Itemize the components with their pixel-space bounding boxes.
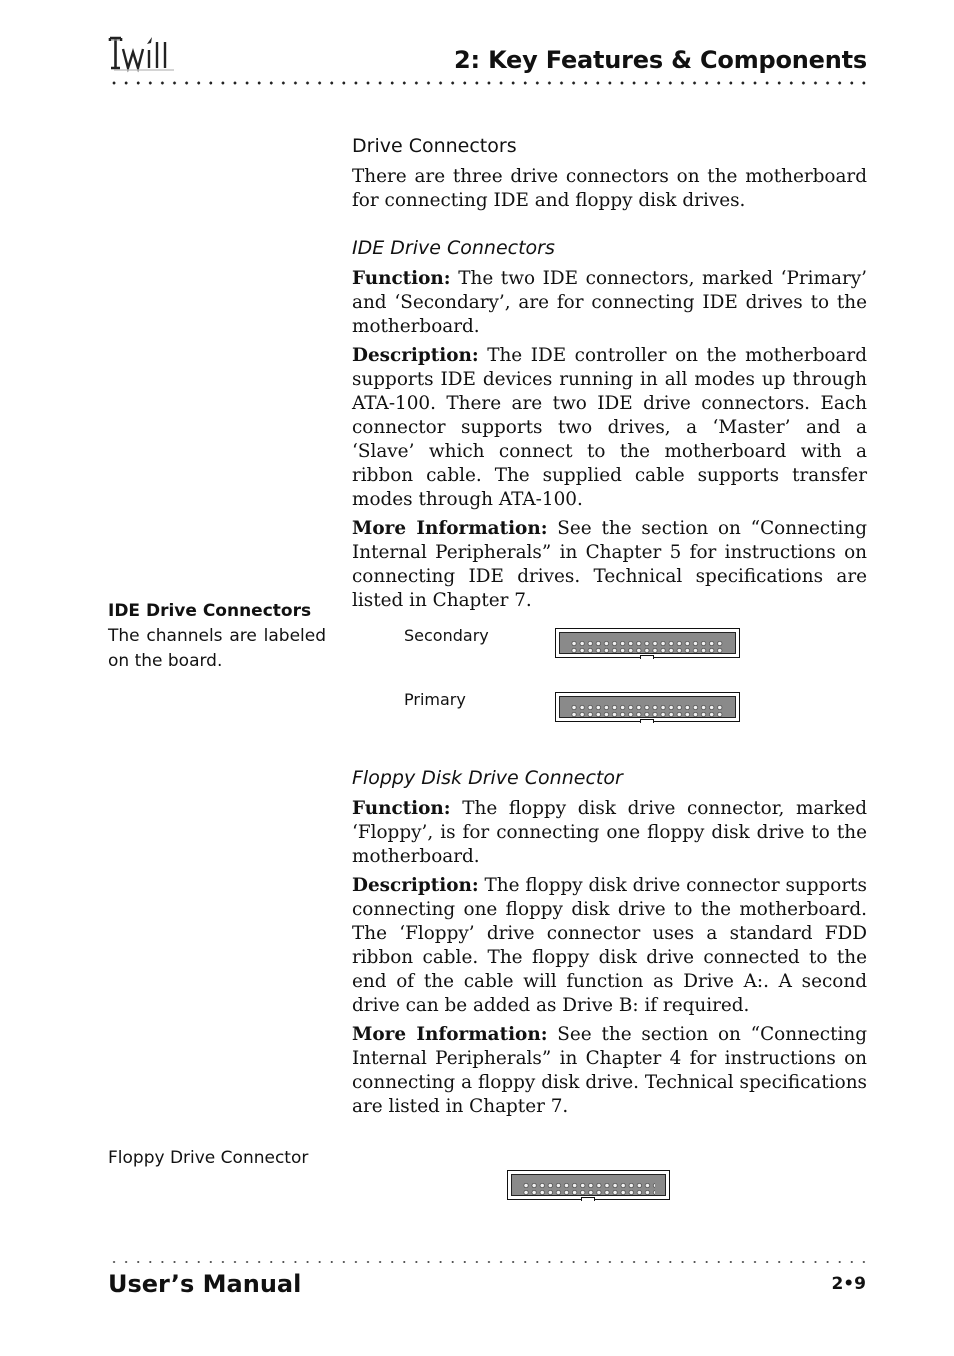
ide-heading: IDE Drive Connectors [352,237,555,259]
footer-dotted-rule [108,1258,868,1266]
chapter-title: 2: Key Features & Components [454,46,867,74]
secondary-label: Secondary [404,626,489,645]
description-text: The floppy disk drive connector supports connecting one floppy disk drive to the motherboard. The ‘Floppy’ drive connector uses a standard FDD ribbon cable. The floppy disk drive connected to the end of the cable will function as Drive A:. A second drive can be added as Drive B: if required. [352,875,867,1016]
header-dotted-rule [108,79,868,87]
floppy-section [352,766,867,1119]
floppy-heading: Floppy Disk Drive Connector [352,767,623,789]
more-info-label: More Information: [352,1024,548,1045]
section-intro: There are three drive connectors on the motherboard for connecting IDE and floppy disk drives. [352,166,867,211]
function-label: Function: [352,268,451,289]
ide-description-paragraph [352,344,867,512]
iwill-logo [108,34,182,74]
ide-more-info-paragraph [352,517,867,613]
floppy-connector [507,1170,670,1200]
more-info-text: See the section on “Connecting Internal Peripherals” in Chapter 5 for instructions on connecting IDE drives. Technical specifications are listed in Chapter 7. [352,518,867,611]
primary-ide-connector [555,692,740,722]
ide-function-paragraph [352,267,867,339]
floppy-caption: Floppy Drive Connector [108,1148,309,1168]
more-info-label: More Information: [352,518,548,539]
ide-sidebar-note [108,599,326,674]
function-text: The two IDE connectors, marked ‘Primary’ and ‘Secondary’, are for connecting IDE drives to the motherboard. [352,268,867,337]
section-heading: Drive Connectors [352,135,517,157]
function-text: The floppy disk drive connector, marked ‘Floppy’, is for connecting one floppy disk drive to the motherboard. [352,798,867,867]
ide-section [352,236,867,613]
page-number: 2•9 [831,1274,866,1294]
sidebar-title: IDE Drive Connectors [108,601,312,621]
floppy-function-paragraph [352,797,867,869]
description-text: The IDE controller on the motherboard supports IDE devices running in all modes up through ATA-100. There are two IDE drive connectors. Each connector supports two drives, a ‘Master’ and a ‘Slave’ which connect to the motherboard with a ribbon cable. The supplied cable supports transfer modes through ATA-100. [352,345,867,510]
manual-title: User’s Manual [108,1270,302,1298]
description-label: Description: [352,875,479,896]
secondary-ide-connector [555,628,740,658]
function-label: Function: [352,798,451,819]
primary-label: Primary [404,690,466,709]
floppy-description-paragraph [352,874,867,1018]
sidebar-text: The channels are labeled on the board. [108,626,326,671]
more-info-text: See the section on “Connecting Internal Peripherals” in Chapter 4 for instructions on connecting a floppy disk drive. Technical specifications are listed in Chapter 7. [352,1024,867,1117]
drive-connectors-section [352,134,867,213]
floppy-more-info-paragraph [352,1023,867,1119]
description-label: Description: [352,345,479,366]
